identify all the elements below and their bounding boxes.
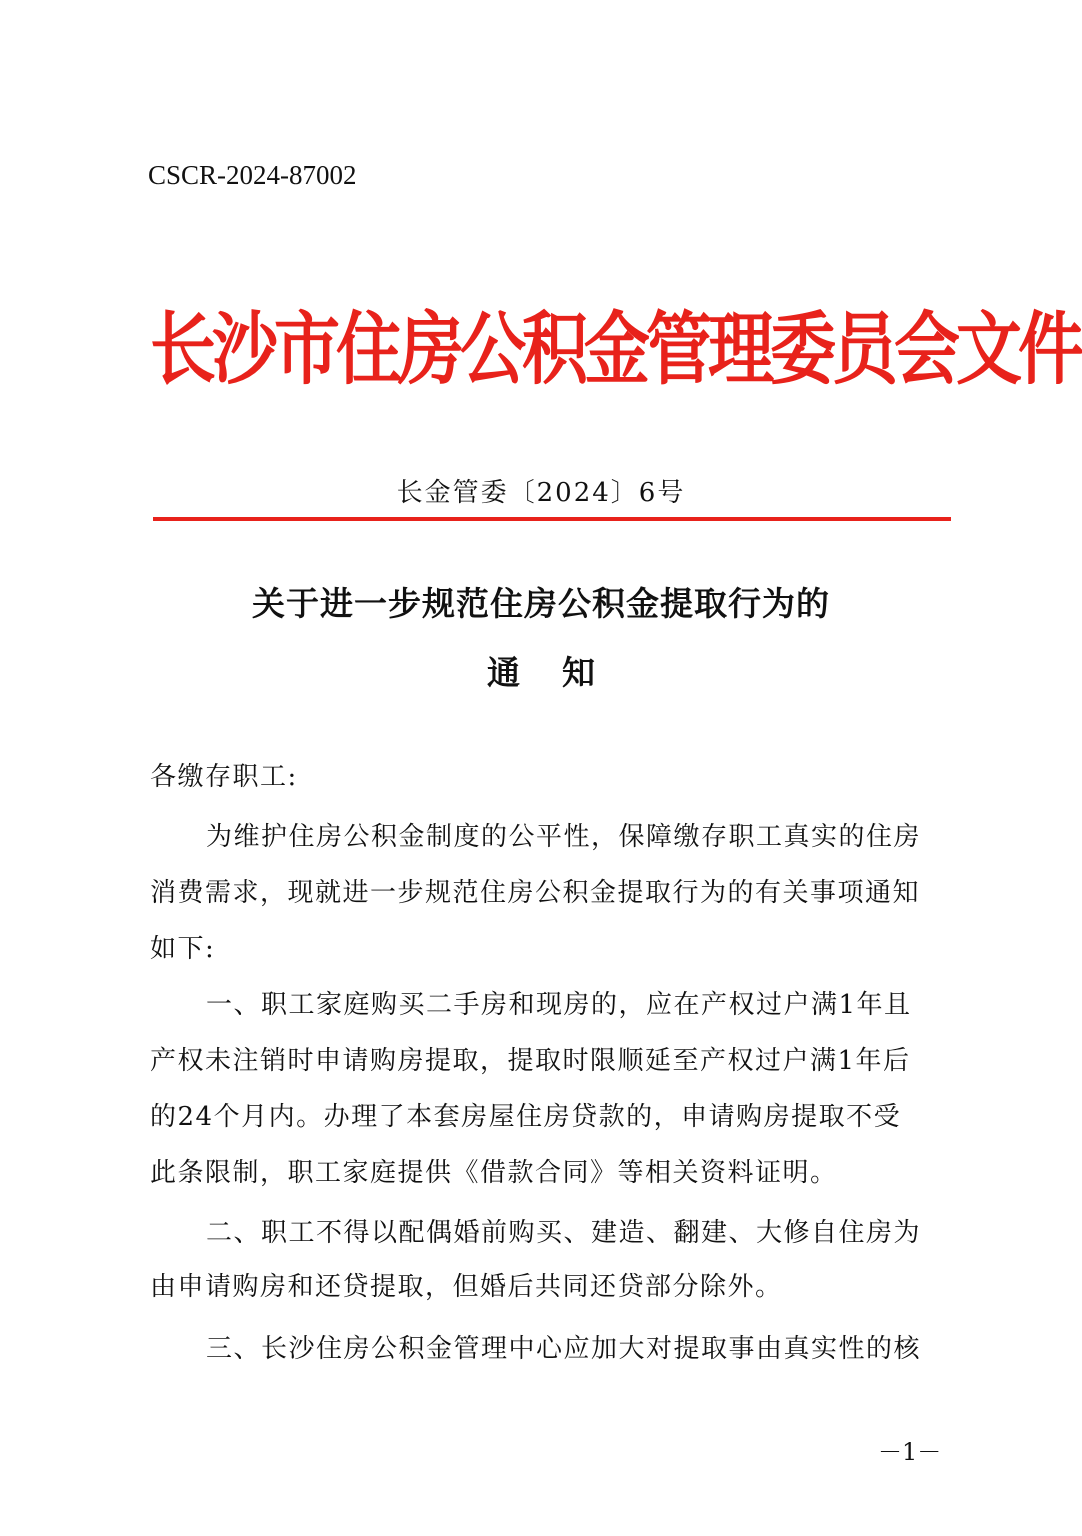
page-number: －1－ xyxy=(878,1438,942,1466)
body-line: 为维护住房公积金制度的公平性，保障缴存职工真实的住房 xyxy=(206,822,922,852)
body-line: 二、职工不得以配偶婚前购买、建造、翻建、大修自住房为 xyxy=(206,1218,922,1248)
salutation: 各缴存职工: xyxy=(150,762,298,792)
body-line: 产权未注销时申请购房提取，提取时限顺延至产权过户满1年后 xyxy=(150,1046,911,1076)
body-line: 由申请购房和还贷提取，但婚后共同还贷部分除外。 xyxy=(150,1272,783,1302)
body-line: 三、长沙住房公积金管理中心应加大对提取事由真实性的核 xyxy=(206,1334,922,1364)
document-number: 长金管委〔2024〕6号 xyxy=(396,478,686,508)
document-title-line-1: 关于进一步规范住房公积金提取行为的 xyxy=(252,584,830,623)
body-line: 的24个月内。办理了本套房屋住房贷款的，申请购房提取不受 xyxy=(150,1102,902,1132)
body-line: 如下: xyxy=(150,934,216,964)
body-line: 一、职工家庭购买二手房和现房的，应在产权过户满1年且 xyxy=(206,990,912,1020)
red-divider-line xyxy=(153,517,951,521)
red-masthead: 长沙市住房公积金管理委员会文件 xyxy=(150,303,1080,396)
body-line: 消费需求，现就进一步规范住房公积金提取行为的有关事项通知 xyxy=(150,878,921,908)
document-code: CSCR-2024-87002 xyxy=(148,160,357,190)
document-title-line-2: 通知 xyxy=(487,653,637,692)
body-line: 此条限制，职工家庭提供《借款合同》等相关资料证明。 xyxy=(150,1158,838,1188)
